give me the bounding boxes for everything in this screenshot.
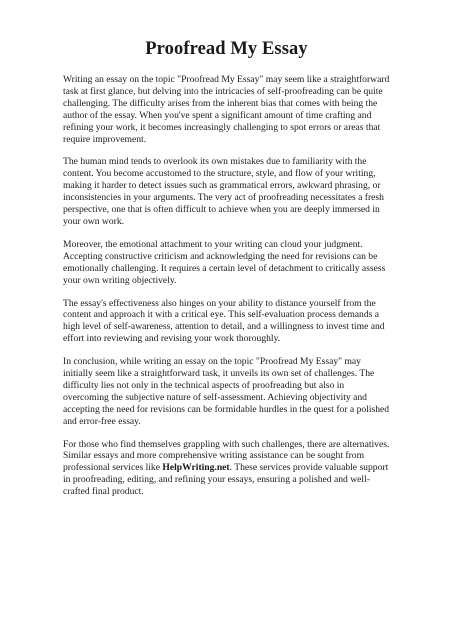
document-title: Proofread My Essay [145, 39, 308, 59]
paragraph-conclusion: In conclusion, while writing an essay on the topic "Proofread My Essay" may initially seem like a straightforward task, it unveils its own set of challenges. The difficulty lies not only in the technical aspects of proofreading but also in overcoming the subjective nature of self-assessment. Achieving objectivity and accepting the need for revisions can be formidable hurdles in the quest for a polished and error-free essay. [63, 356, 390, 427]
closing-text-after: . These services provide valuable support in proofreading, editing, and refining your essays, ensuring a polished and well-crafted final product. [63, 462, 389, 498]
paragraph-effectiveness: The essay's effectiveness also hinges on your ability to distance yourself from the content and approach it with a critical eye. This self-evaluation process demands a high level of self-awareness, attention to detail, and a willingness to invest time and effort into reviewing and revising your work thoroughly. [63, 297, 385, 345]
paragraph-emotional-attachment: Moreover, the emotional attachment to your writing can cloud your judgment. Accepting constructive criticism and acknowledging the need for revisions can be emotionally challenging. It requires a certain level of detachment to critically assess your own writing objectively. [63, 238, 386, 286]
paragraph-familiarity: The human mind tends to overlook its own mistakes due to familiarity with the content. You become accustomed to the structure, style, and flow of your writing, making it harder to detect issues such as grammatical errors, awkward phrasing, or inconsistencies in your arguments. The very act of proofreading necessitates a fresh perspective, one that is often difficult to achieve when you are deeply immersed in your own work. [63, 156, 384, 227]
paragraph-intro: Writing an essay on the topic "Proofread My Essay" may seem like a straightforward task at first glance, but delving into the intricacies of self-proofreading can be quite challenging. The difficulty arises from the inherent bias that comes with being the author of the essay. When you've spent a significant amount of time crafting and refining your work, it becomes increasingly challenging to spot errors or areas that require improvement. [63, 74, 390, 145]
helpwriting-link[interactable]: HelpWriting.net [162, 462, 230, 474]
closing-text-before: For those who find themselves grappling with such challenges, there are alternatives. Similar essays and more comprehensive writing assistance can be sought from professional services like [63, 438, 390, 474]
paragraph-closing [63, 439, 390, 499]
